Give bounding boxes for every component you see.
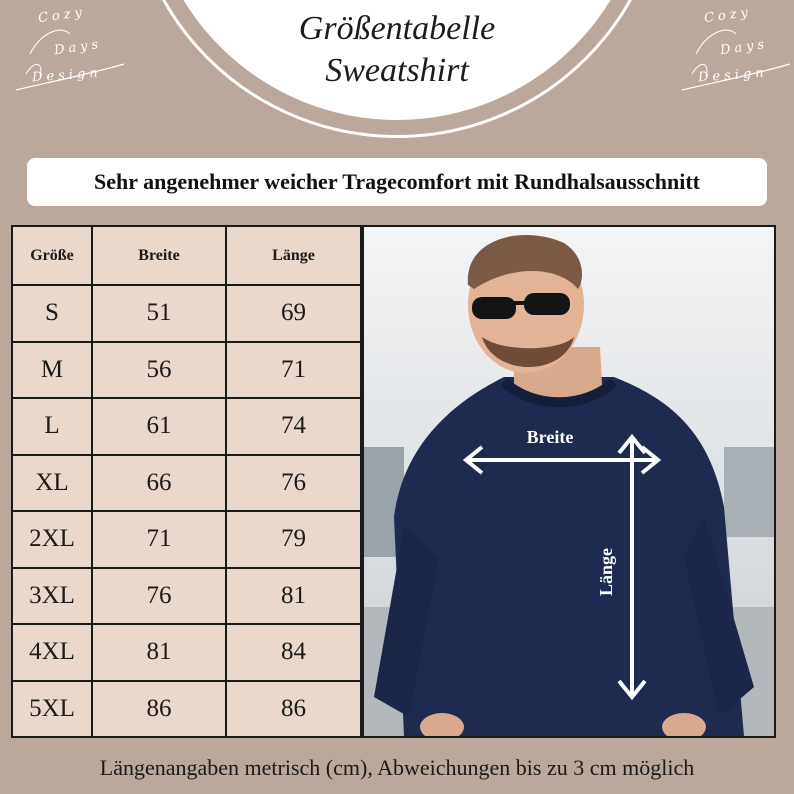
header-length: Länge <box>226 226 361 285</box>
cell-size: M <box>12 342 92 399</box>
logo-word-design: Design <box>31 65 103 86</box>
cell-length: 81 <box>226 568 361 625</box>
logo-word-days: Days <box>53 36 104 59</box>
table-row <box>12 455 361 512</box>
table-row <box>12 568 361 625</box>
table-row <box>12 398 361 455</box>
label-laenge: Länge <box>596 547 616 597</box>
cell-width: 61 <box>92 398 226 455</box>
cell-length: 76 <box>226 455 361 512</box>
header-width: Breite <box>92 226 226 285</box>
cell-size: L <box>12 398 92 455</box>
cell-size: 3XL <box>12 568 92 625</box>
cell-width: 71 <box>92 511 226 568</box>
table-row <box>12 342 361 399</box>
cell-length: 86 <box>226 681 361 738</box>
cell-size: 4XL <box>12 624 92 681</box>
cell-length: 74 <box>226 398 361 455</box>
cell-size: XL <box>12 455 92 512</box>
footer-note: Längenangaben metrisch (cm), Abweichungen bis zu 3 cm möglich <box>99 755 695 780</box>
size-table <box>11 225 362 738</box>
cell-width: 51 <box>92 285 226 342</box>
cell-length: 84 <box>226 624 361 681</box>
table-row <box>12 285 361 342</box>
cell-width: 76 <box>92 568 226 625</box>
cell-width: 56 <box>92 342 226 399</box>
label-breite: Breite <box>526 427 574 447</box>
brand-logo-right <box>676 4 794 96</box>
logo-word-design: Design <box>697 65 769 86</box>
logo-word-cozy: Cozy <box>703 4 753 27</box>
title-line-2: Sweatshirt <box>325 52 469 89</box>
cell-size: 2XL <box>12 511 92 568</box>
product-subtitle: Sehr angenehmer weicher Tragecomfort mit Rundhalsausschnitt <box>27 158 767 206</box>
model-photo <box>362 225 776 738</box>
header-size: Größe <box>12 226 92 285</box>
page-title <box>197 8 597 92</box>
size-table-header-row <box>12 226 361 285</box>
cell-length: 71 <box>226 342 361 399</box>
cell-size: S <box>12 285 92 342</box>
logo-word-cozy: Cozy <box>37 4 87 27</box>
table-row <box>12 681 361 738</box>
cell-length: 69 <box>226 285 361 342</box>
table-row <box>12 624 361 681</box>
sunglasses-left-lens <box>472 297 516 319</box>
cell-width: 86 <box>92 681 226 738</box>
cell-width: 81 <box>92 624 226 681</box>
model-illustration <box>364 227 774 736</box>
brand-logo-left <box>10 4 130 96</box>
background-building <box>724 447 774 537</box>
table-row <box>12 511 361 568</box>
title-line-1: Größentabelle <box>298 10 496 47</box>
sunglasses-right-lens <box>524 293 570 315</box>
cell-size: 5XL <box>12 681 92 738</box>
logo-word-days: Days <box>719 36 770 59</box>
cell-width: 66 <box>92 455 226 512</box>
cell-length: 79 <box>226 511 361 568</box>
